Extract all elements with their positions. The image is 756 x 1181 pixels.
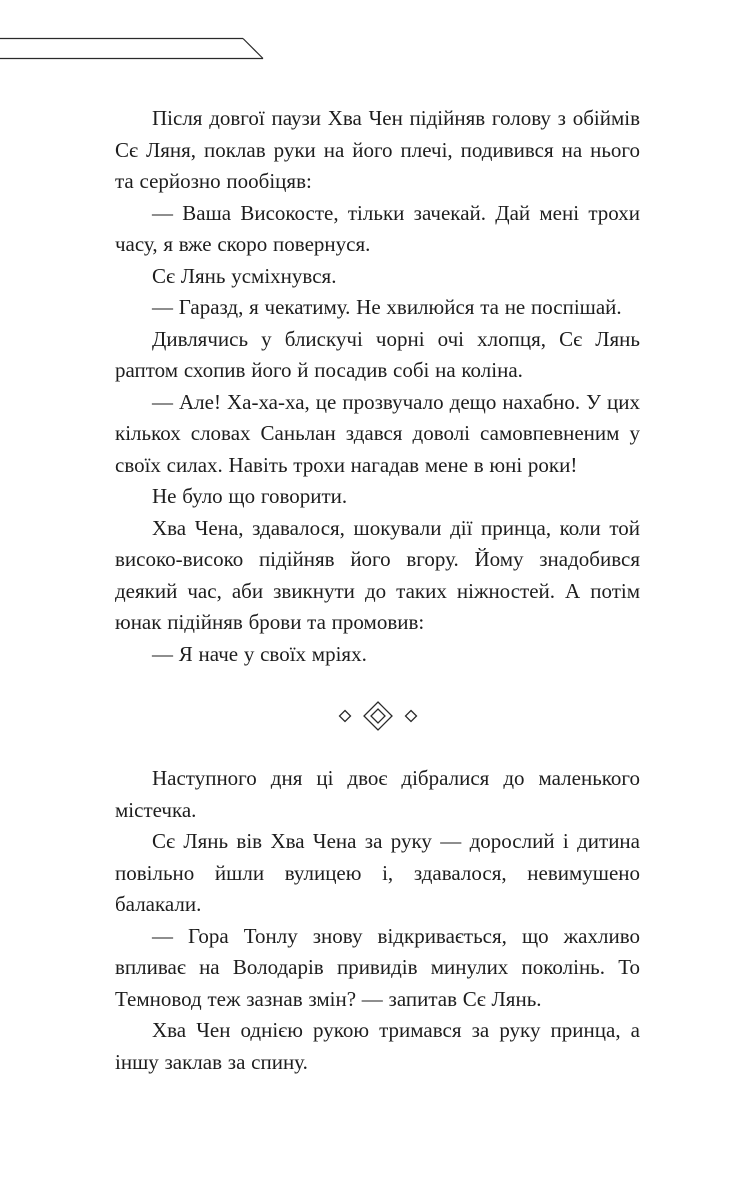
paragraph-narration: Хва Чена, здавалося, шокували дії принца, коли той високо-високо підійняв його вгору. Йому знадобився деякий час, аби звикнути до таких ніжностей. А потім юнак підійняв брови та промовив: xyxy=(115,515,640,634)
paragraph-dialogue: — Я наче у своїх мріях. xyxy=(152,641,367,666)
diamond-trio-ornament-icon xyxy=(318,694,438,738)
header-left-rule-icon xyxy=(0,0,280,70)
paragraph-narration: Дивлячись у блискучі чорні очі хлопця, Сє Лянь раптом схопив його й посадив собі на коліна. xyxy=(115,326,640,382)
paragraph-dialogue: — Ваша Високосте, тільки зачекай. Дай мені трохи часу, я вже скоро повернуся. xyxy=(115,200,640,256)
paragraph-narration: Сє Лянь вів Хва Чена за руку — дорослий і дитина повільно йшли вулицею і, здавалося, невимушено балакали. xyxy=(115,829,640,916)
paragraph-narration: Після довгої паузи Хва Чен підійняв голову з обіймів Сє Ляня, поклав руки на його плечі, подивився на нього та серйозно пообіцяв: xyxy=(115,106,640,193)
paragraph-narration: Хва Чен однією рукою тримався за руку принца, а іншу заклав за спину. xyxy=(115,1018,640,1074)
paragraph-dialogue: — Гаразд, я чекатиму. Не хвилюйся та не поспішай. xyxy=(152,295,622,319)
page-content xyxy=(115,103,640,1078)
paragraph-narration: Наступного дня ці двоє дібралися до маленького містечка. xyxy=(115,766,640,822)
paragraph-narration: Не було що говорити. xyxy=(152,484,348,508)
page-number-badge xyxy=(586,0,756,75)
paragraph-narration: Сє Лянь усміхнувся. xyxy=(152,263,337,288)
paragraph-dialogue: — Але! Ха-ха-ха, це прозвучало дещо нахабно. У цих кількох словах Саньлан здався доволі самовпевненим у своїх силах. Навіть трохи нагадав мене в юні роки! xyxy=(115,389,640,477)
scene-divider xyxy=(318,696,438,736)
paragraph-dialogue: — Гора Тонлу знову відкривається, що жахливо впливає на Володарів привидів минулих поколінь. То Темновод теж зазнав змін? — запитав Сє Лянь. xyxy=(115,923,640,1011)
